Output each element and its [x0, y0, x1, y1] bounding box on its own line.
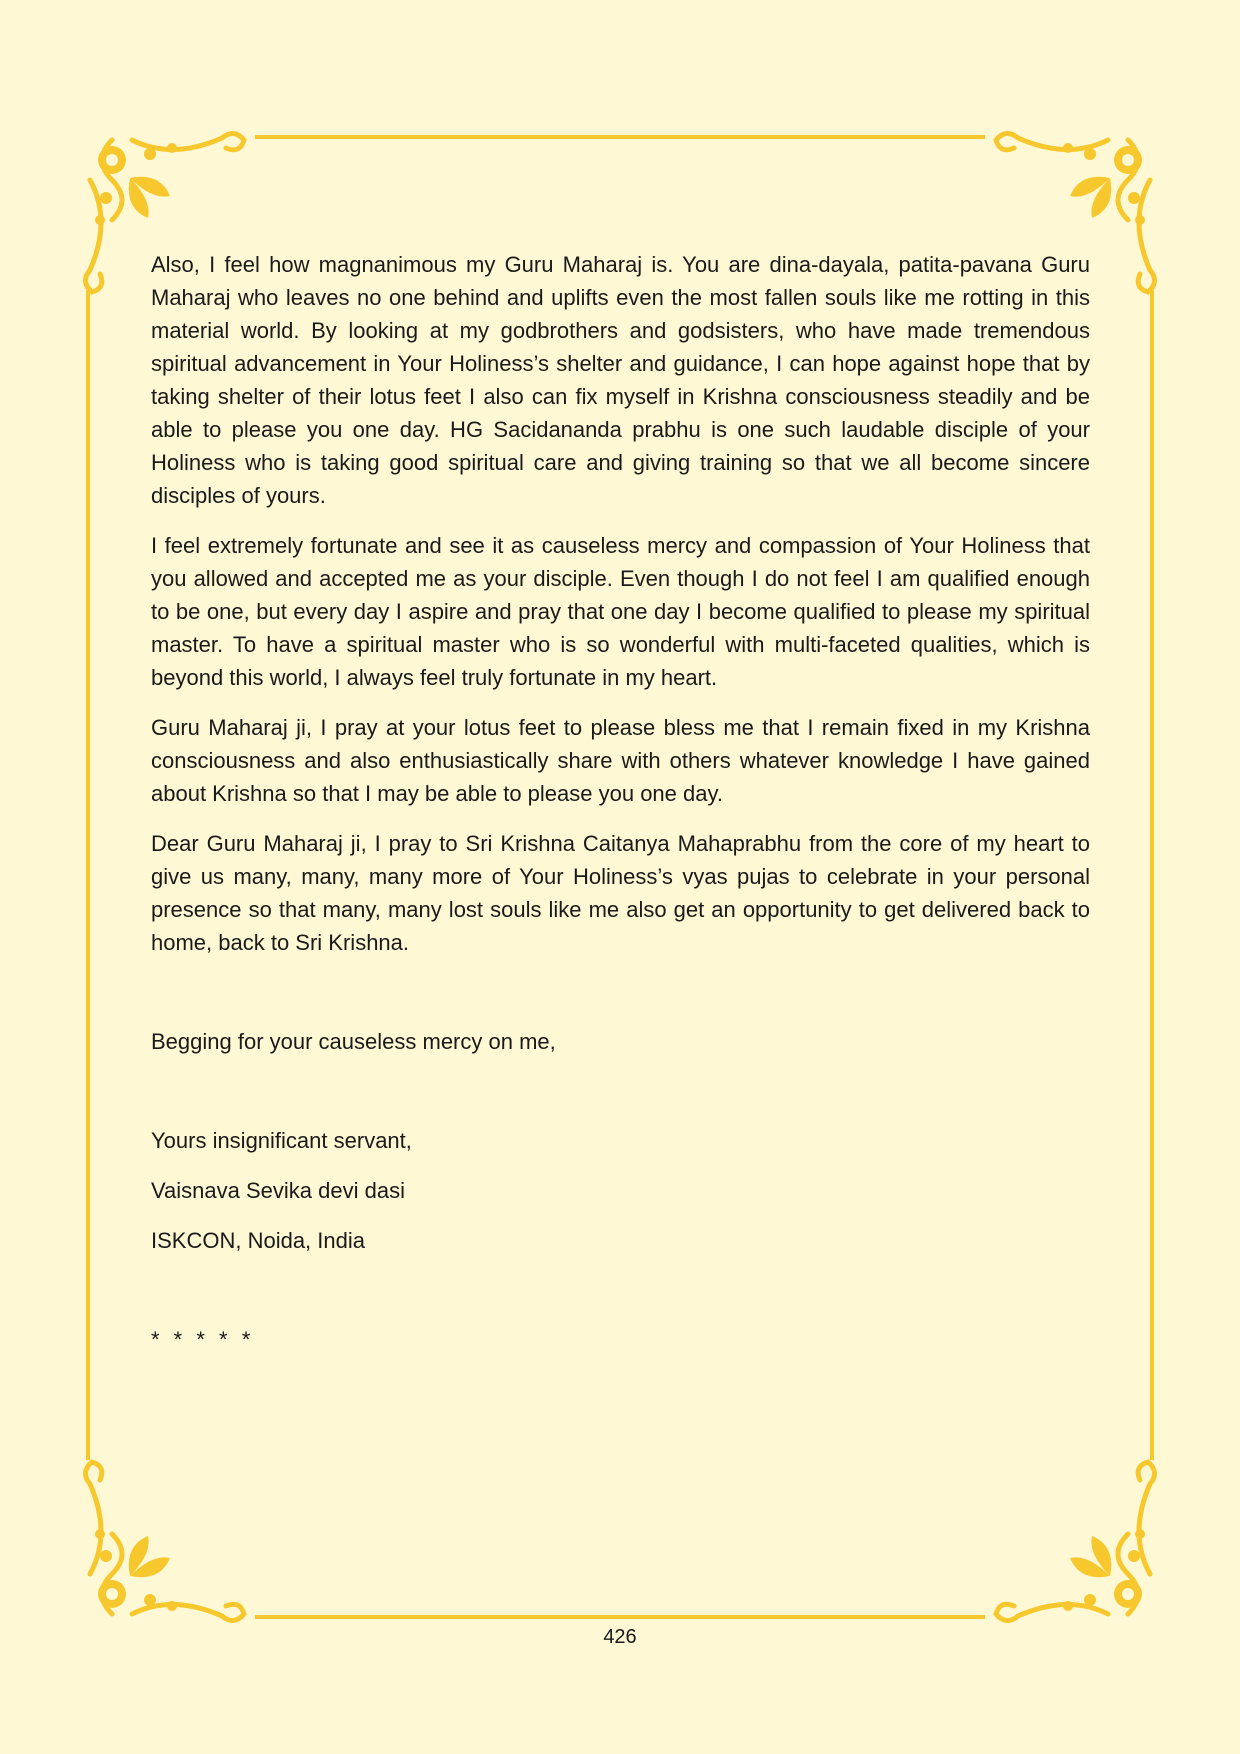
letter-paragraph: Dear Guru Maharaj ji, I pray to Sri Krishna Caitanya Mahaprabhu from the core of my heart to give us many, many, many more of Your Holiness’s vyas pujas to celebrate in your personal presence so that many, many lost souls like me also get an opportunity to get delivered back to home, back to Sri Krishna. [151, 831, 1090, 955]
closing-line: Begging for your causeless mercy on me, [151, 1029, 556, 1054]
letter-paragraph: I feel extremely fortunate and see it as causeless mercy and compassion of Your Holiness that you allowed and accepted me as your disciple. Even though I do not feel I am qualified enough to be one, but every day I aspire and pray that one day I become qualified to please my spiritual master. To have a spiritual master who is so wonderful with multi-faceted qualities, which is beyond this world, I always feel truly fortunate in my heart. [151, 533, 1090, 690]
signature-location: ISKCON, Noida, India [151, 1228, 365, 1253]
border-bottom-line [255, 1615, 985, 1619]
letter-paragraph: Guru Maharaj ji, I pray at your lotus feet to please bless me that I remain fixed in my Krishna consciousness and also enthusiastically share with others whatever knowledge I have gained about Krishna so that I may be able to please you one day. [151, 715, 1090, 806]
section-separator: * * * * * [151, 1327, 255, 1352]
floral-corner-ornament-icon [72, 1434, 272, 1634]
page-number: 426 [603, 1626, 637, 1648]
border-left-line [86, 290, 90, 1460]
valediction: Yours insignificant servant, [151, 1128, 412, 1153]
border-right-line [1150, 290, 1154, 1460]
letter-paragraph: Also, I feel how magnanimous my Guru Maharaj is. You are dina-dayala, patita-pavana Guru Maharaj who leaves no one behind and uplifts even the most fallen souls like me rotting in this material world. By looking at my godbrothers and godsisters, who have made tremendous spiritual advancement in Your Holiness’s shelter and guidance, I can hope against hope that by taking shelter of their lotus feet I also can fix myself in Krishna consciousness steadily and be able to please you one day. HG Sacidananda prabhu is one such laudable disciple of your Holiness who is taking good spiritual care and giving training so that we all become sincere disciples of yours. [151, 252, 1090, 508]
signature-name: Vaisnava Sevika devi dasi [151, 1178, 405, 1203]
letter-body [151, 248, 1090, 1356]
border-top-line [255, 135, 985, 139]
floral-corner-ornament-icon [968, 1434, 1168, 1634]
